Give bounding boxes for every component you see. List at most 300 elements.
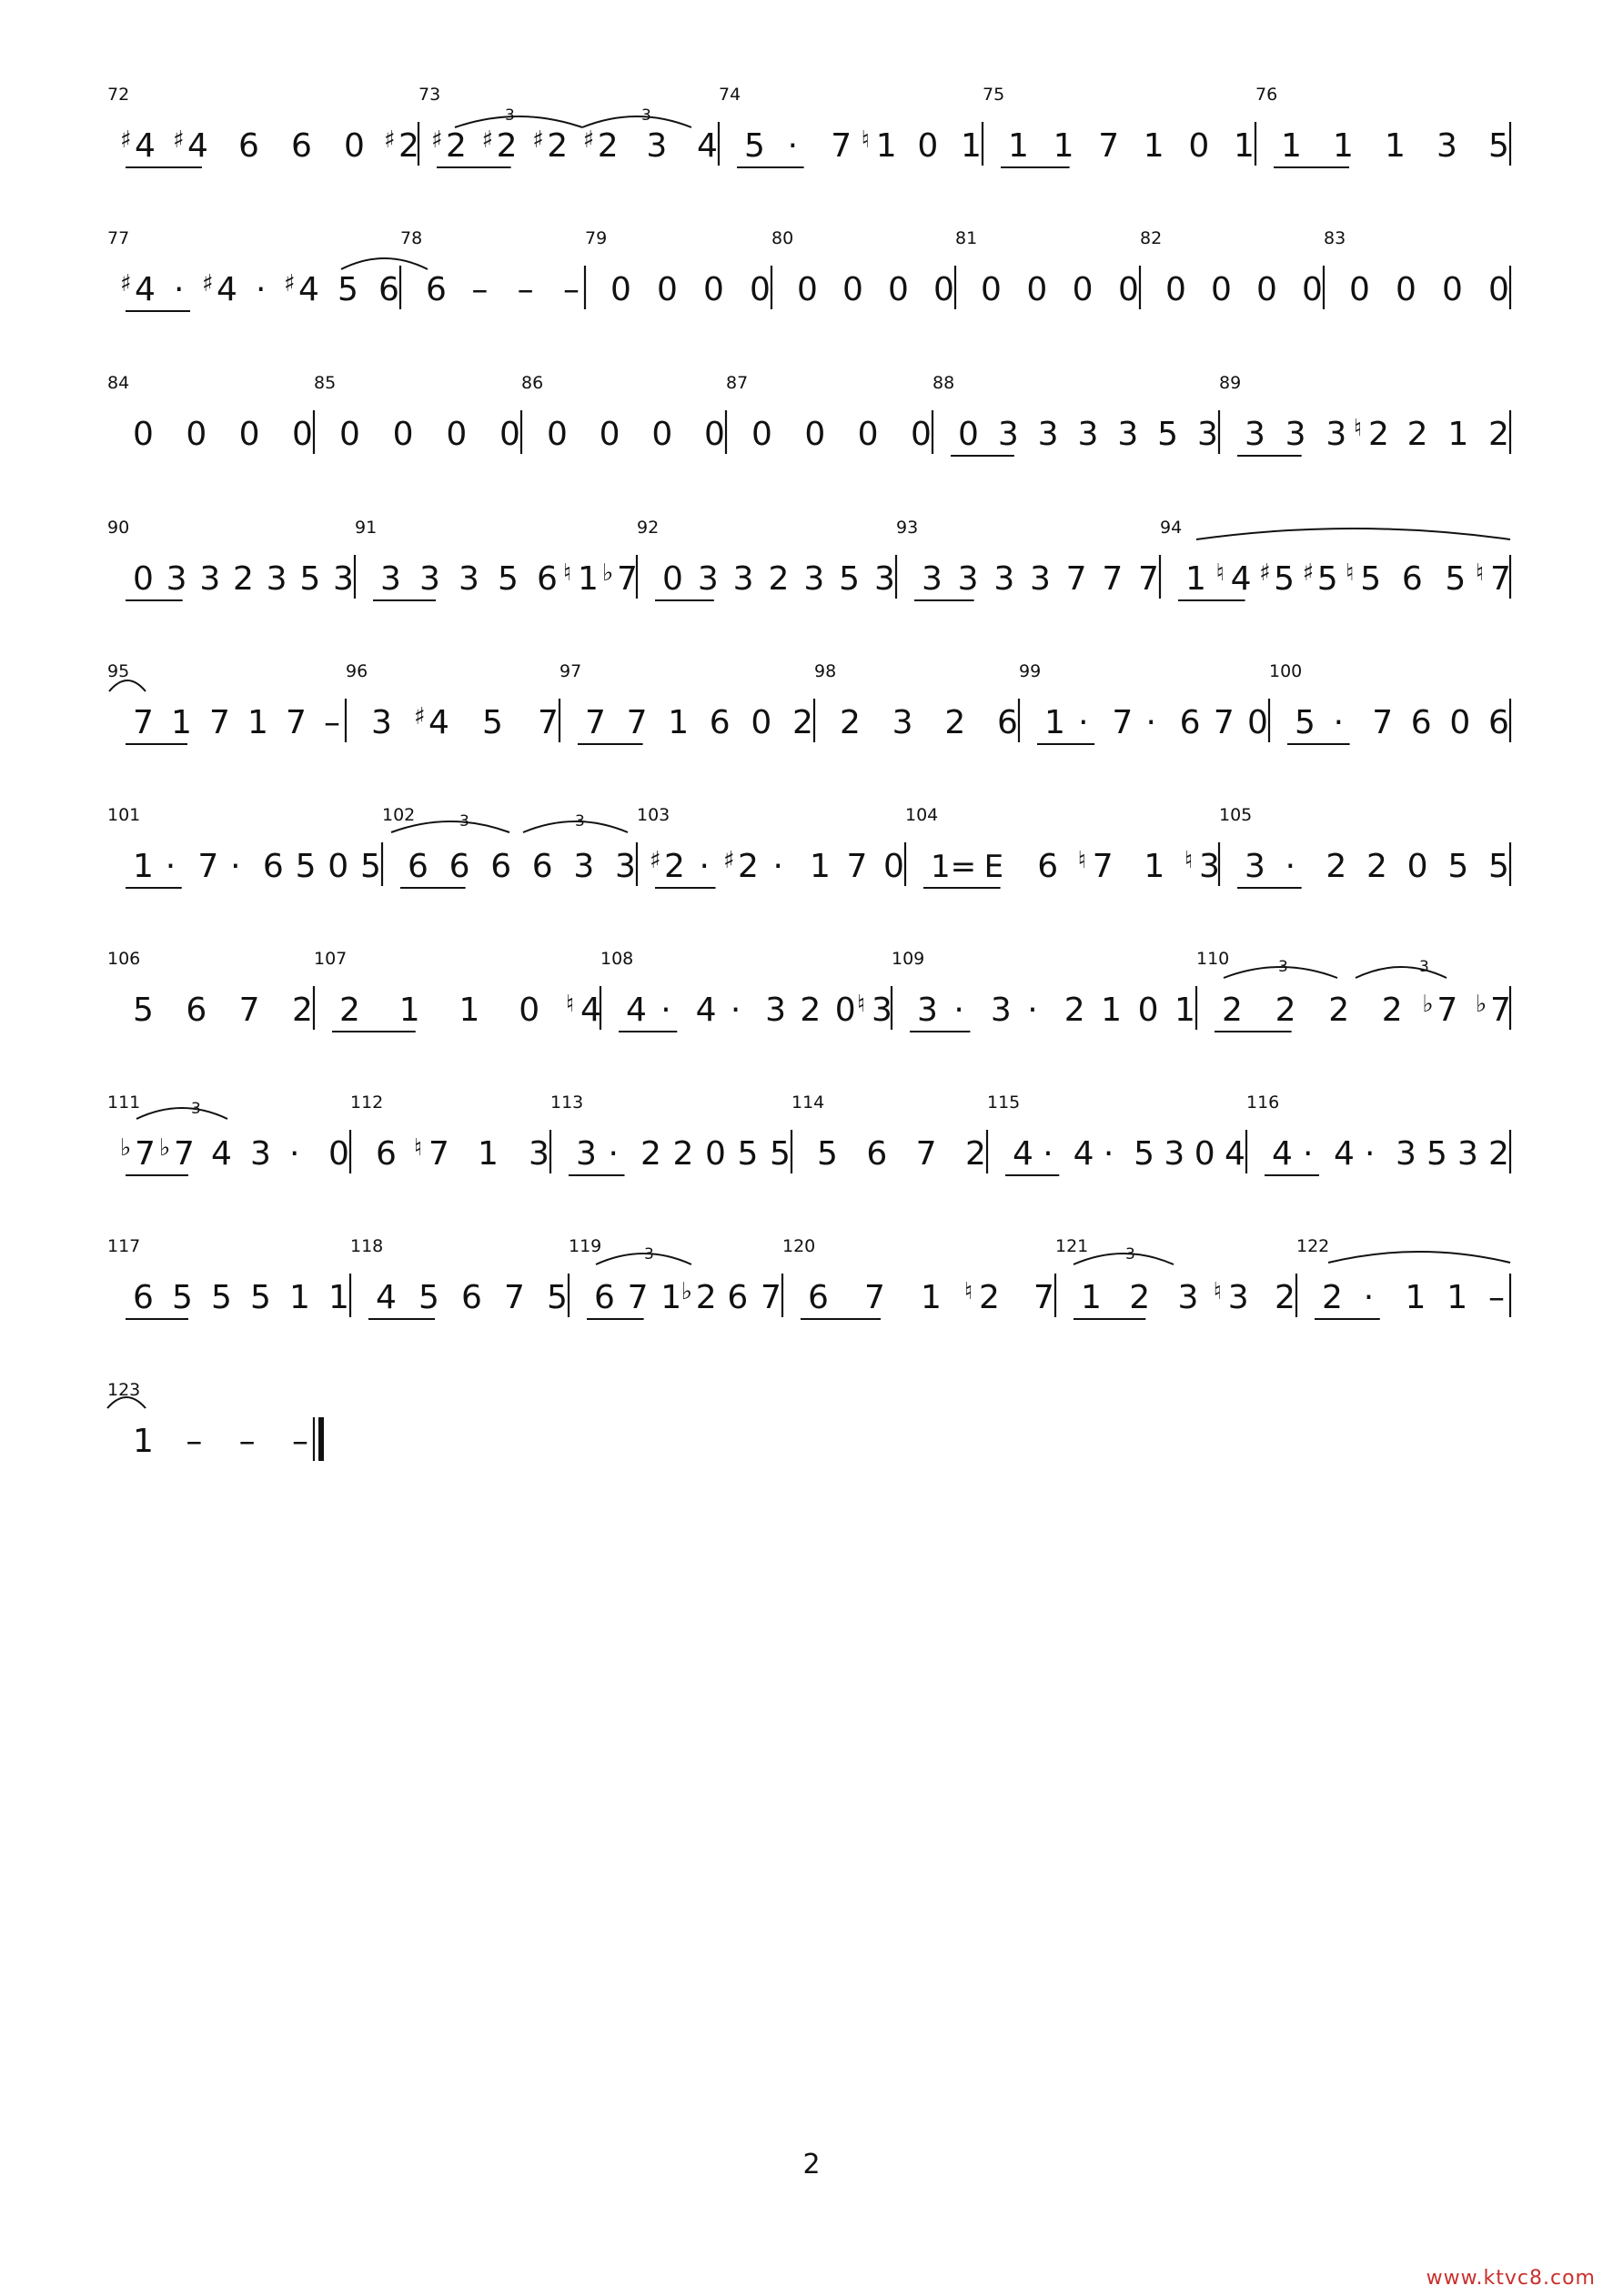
tuplet-number: 3 bbox=[1419, 958, 1429, 976]
measure-number: 81 bbox=[955, 228, 978, 248]
note: 7 bbox=[428, 1135, 449, 1173]
note: 5 bbox=[418, 1279, 439, 1316]
note: 5 bbox=[1274, 560, 1295, 598]
note: 7 bbox=[238, 992, 260, 1029]
accidental: ♮ bbox=[1213, 1278, 1223, 1305]
note: 3 bbox=[419, 560, 440, 598]
dash: – bbox=[563, 271, 580, 308]
accidental: ♯ bbox=[202, 270, 214, 297]
note: 2 bbox=[695, 1279, 717, 1316]
note: 0 bbox=[1449, 704, 1471, 741]
note: 3 bbox=[765, 992, 787, 1029]
note: 4 bbox=[298, 271, 319, 308]
note: 0 bbox=[133, 416, 154, 453]
note: 1 bbox=[289, 1279, 310, 1316]
note: 0 bbox=[657, 271, 678, 308]
note: 4 bbox=[697, 127, 718, 165]
note: 4 bbox=[1334, 1135, 1355, 1173]
accidental: ♯ bbox=[414, 703, 426, 730]
measure-number: 104 bbox=[905, 805, 939, 825]
note: 3 bbox=[1030, 560, 1051, 598]
note: 6 bbox=[186, 992, 207, 1029]
note: 6 bbox=[1410, 704, 1432, 741]
measure-number: 110 bbox=[1196, 949, 1230, 969]
note: 5 bbox=[547, 1279, 568, 1316]
system-8 bbox=[107, 1093, 1510, 1175]
tuplet-number: 3 bbox=[505, 106, 515, 125]
note: 6 bbox=[1037, 848, 1059, 885]
note: 0 bbox=[751, 416, 772, 453]
note: 4 bbox=[135, 271, 156, 308]
note: 3 bbox=[333, 560, 354, 598]
note: 4 bbox=[187, 127, 208, 165]
note: 0 bbox=[1118, 271, 1139, 308]
dot: · bbox=[230, 848, 241, 885]
note: 0 bbox=[1247, 704, 1268, 741]
note: 4 bbox=[626, 992, 647, 1029]
note: 5 bbox=[360, 848, 381, 885]
note: 0 bbox=[705, 1135, 726, 1173]
note: 2 bbox=[1129, 1279, 1151, 1316]
note: 4 bbox=[580, 992, 601, 1029]
note: 1 bbox=[133, 1423, 154, 1460]
note: 0 bbox=[186, 416, 207, 453]
accidental: ♭ bbox=[120, 1134, 132, 1162]
note: 5 bbox=[1445, 560, 1467, 598]
measure-number: 102 bbox=[382, 805, 416, 825]
tuplet-number: 3 bbox=[1278, 958, 1288, 976]
note: 3 bbox=[997, 416, 1019, 453]
note: 0 bbox=[751, 704, 772, 741]
note: 1 bbox=[247, 704, 268, 741]
measure-number: 76 bbox=[1255, 85, 1278, 105]
note: 3 bbox=[166, 560, 187, 598]
note: 6 bbox=[997, 704, 1018, 741]
note: 1 bbox=[1143, 127, 1164, 165]
note: 0 bbox=[344, 127, 365, 165]
note: 5 bbox=[1360, 560, 1382, 598]
dot: · bbox=[1145, 704, 1156, 741]
measure-number: 89 bbox=[1219, 373, 1242, 393]
measure-number: 117 bbox=[107, 1236, 141, 1256]
note: 7 bbox=[831, 127, 852, 165]
note: 2 bbox=[547, 127, 569, 165]
note: 6 bbox=[727, 1279, 749, 1316]
note: 3 bbox=[1285, 416, 1306, 453]
note: 4 bbox=[1230, 560, 1252, 598]
accidental: ♯ bbox=[120, 126, 132, 154]
note: 5 bbox=[1134, 1135, 1155, 1173]
note: 3 bbox=[1177, 1279, 1199, 1316]
measure-number: 74 bbox=[719, 85, 741, 105]
note: 3 bbox=[1227, 1279, 1249, 1316]
note: 5 bbox=[1488, 848, 1509, 885]
measure-number: 99 bbox=[1019, 661, 1042, 681]
slur bbox=[455, 116, 582, 127]
note: 5 bbox=[1316, 560, 1338, 598]
note: 0 bbox=[834, 992, 856, 1029]
accidental: ♯ bbox=[1259, 559, 1271, 587]
note: 3 bbox=[1199, 848, 1220, 885]
note: 0 bbox=[610, 271, 631, 308]
note: 2 bbox=[800, 992, 822, 1029]
note: 5 bbox=[498, 560, 519, 598]
note: 1 bbox=[1281, 127, 1302, 165]
note: 2 bbox=[965, 1135, 986, 1173]
note: 6 bbox=[1179, 704, 1201, 741]
measure-number: 79 bbox=[585, 228, 608, 248]
note: 0 bbox=[339, 416, 360, 453]
note: 2 bbox=[792, 704, 813, 741]
note: 2 bbox=[672, 1135, 694, 1173]
note: 0 bbox=[883, 848, 904, 885]
note: 6 bbox=[537, 560, 558, 598]
measure-number: 118 bbox=[350, 1236, 384, 1256]
accidental: ♮ bbox=[1354, 415, 1363, 442]
note: 2 bbox=[738, 848, 759, 885]
note: 1 bbox=[810, 848, 831, 885]
note: 0 bbox=[704, 416, 725, 453]
note: 0 bbox=[1256, 271, 1277, 308]
dot: · bbox=[699, 848, 710, 885]
measure-number: 92 bbox=[637, 518, 660, 538]
note: 3 bbox=[874, 560, 895, 598]
note: 7 bbox=[286, 704, 307, 741]
note: 2 bbox=[1064, 992, 1085, 1029]
note: 0 bbox=[1488, 271, 1509, 308]
note: 0 bbox=[499, 416, 520, 453]
accidental: ♭ bbox=[602, 559, 614, 587]
note: 2 bbox=[1381, 992, 1403, 1029]
dash: – bbox=[292, 1423, 308, 1460]
note: 0 bbox=[917, 127, 939, 165]
measure-number: 77 bbox=[107, 228, 130, 248]
note: 7 bbox=[538, 704, 559, 741]
accidental: ♮ bbox=[1184, 847, 1194, 874]
measure-number: 114 bbox=[791, 1093, 825, 1113]
note: 0 bbox=[888, 271, 909, 308]
note: 0 bbox=[651, 416, 673, 453]
note: 2 bbox=[1406, 416, 1428, 453]
accidental: ♯ bbox=[723, 847, 735, 874]
measure-number: 122 bbox=[1296, 1236, 1330, 1256]
note: 2 bbox=[292, 992, 313, 1029]
accidental: ♮ bbox=[1215, 559, 1225, 587]
note: 1 bbox=[133, 848, 154, 885]
system-5 bbox=[107, 661, 1510, 744]
tuplet-number: 3 bbox=[575, 812, 585, 831]
note: 5 bbox=[1488, 127, 1509, 165]
slur bbox=[1328, 1252, 1510, 1263]
note: 7 bbox=[197, 848, 219, 885]
note: 0 bbox=[547, 416, 568, 453]
note: 6 bbox=[426, 271, 447, 308]
accidental: ♯ bbox=[481, 126, 494, 154]
note: 4 bbox=[428, 704, 449, 741]
note: 3 bbox=[1245, 848, 1265, 885]
measure-number: 120 bbox=[782, 1236, 816, 1256]
accidental: ♯ bbox=[582, 126, 595, 154]
note: 4 bbox=[211, 1135, 232, 1173]
note: 1 bbox=[660, 1279, 682, 1316]
note: 3 bbox=[957, 560, 979, 598]
slur bbox=[582, 116, 691, 127]
note: 0 bbox=[328, 1135, 349, 1173]
note: 6 bbox=[866, 1135, 888, 1173]
note: 4 bbox=[1272, 1135, 1293, 1173]
note: 2 bbox=[944, 704, 966, 741]
page-number: 2 bbox=[802, 2149, 821, 2180]
dot: · bbox=[289, 1135, 300, 1173]
note: 0 bbox=[1406, 848, 1428, 885]
system-6 bbox=[107, 805, 1510, 888]
note: 0 bbox=[292, 416, 313, 453]
system-10 bbox=[107, 1380, 321, 1461]
note: 1 bbox=[1447, 416, 1469, 453]
note: 1 bbox=[1185, 560, 1206, 598]
note: 2 bbox=[664, 848, 685, 885]
accidental: ♯ bbox=[284, 270, 296, 297]
note: 7 bbox=[1112, 704, 1134, 741]
note: 7 bbox=[1092, 848, 1114, 885]
dot: · bbox=[1027, 992, 1038, 1029]
note: 5 bbox=[1157, 416, 1179, 453]
note: 3 bbox=[993, 560, 1015, 598]
note: 7 bbox=[626, 704, 648, 741]
system-7 bbox=[107, 949, 1511, 1032]
note: 2 bbox=[1328, 992, 1350, 1029]
note: 6 bbox=[531, 848, 553, 885]
measure-number: 123 bbox=[107, 1380, 141, 1400]
note: 7 bbox=[135, 1135, 156, 1173]
system-1 bbox=[107, 85, 1510, 167]
note: 5 bbox=[839, 560, 861, 598]
note: 5 bbox=[250, 1279, 271, 1316]
measure-number: 112 bbox=[350, 1093, 384, 1113]
note: 2 bbox=[1275, 992, 1296, 1029]
measure-number: 93 bbox=[896, 518, 919, 538]
dot: · bbox=[1303, 1135, 1314, 1173]
accidental: ♯ bbox=[120, 270, 132, 297]
accidental: ♮ bbox=[1077, 847, 1087, 874]
note: 6 bbox=[133, 1279, 154, 1316]
tuplet-number: 3 bbox=[191, 1100, 201, 1118]
note: 4 bbox=[1073, 1135, 1094, 1173]
note: 0 bbox=[1211, 271, 1232, 308]
accidental: ♮ bbox=[964, 1278, 973, 1305]
note: 0 bbox=[519, 992, 540, 1029]
note: 7 bbox=[761, 1279, 781, 1316]
note: 1 bbox=[1234, 127, 1255, 165]
note: 0 bbox=[1188, 127, 1210, 165]
measure-number: 113 bbox=[550, 1093, 584, 1113]
note: 0 bbox=[804, 416, 826, 453]
note: 7 bbox=[1098, 127, 1120, 165]
dot: · bbox=[787, 127, 799, 165]
note: 5 bbox=[172, 1279, 193, 1316]
accidental: ♮ bbox=[563, 559, 572, 587]
note: 3 bbox=[576, 1135, 597, 1173]
note: 2 bbox=[1488, 416, 1509, 453]
note: 3 bbox=[1197, 416, 1218, 453]
note: 0 bbox=[1072, 271, 1094, 308]
note: 4 bbox=[376, 1279, 397, 1316]
dot: · bbox=[953, 992, 964, 1029]
note: 3 bbox=[380, 560, 401, 598]
accidental: ♮ bbox=[566, 991, 575, 1018]
measure-number: 88 bbox=[932, 373, 955, 393]
measure-number: 94 bbox=[1160, 518, 1183, 538]
note: 4 bbox=[1225, 1135, 1245, 1173]
note: 2 bbox=[496, 127, 518, 165]
note: 6 bbox=[709, 704, 731, 741]
note: 1 bbox=[1447, 1279, 1468, 1316]
note: 2 bbox=[640, 1135, 661, 1173]
accidental: ♯ bbox=[431, 126, 443, 154]
accidental: ♮ bbox=[857, 991, 866, 1018]
note: 1 bbox=[1144, 848, 1165, 885]
note: 2 bbox=[233, 560, 254, 598]
note: 1 bbox=[578, 560, 599, 598]
accidental: ♯ bbox=[384, 126, 396, 154]
note: 6 bbox=[262, 848, 284, 885]
measure-number: 101 bbox=[107, 805, 141, 825]
dot: · bbox=[772, 848, 783, 885]
system-3 bbox=[107, 373, 1510, 456]
note: 0 bbox=[446, 416, 468, 453]
measure-number: 72 bbox=[107, 85, 130, 105]
note: 6 bbox=[594, 1279, 615, 1316]
note: 7 bbox=[585, 704, 606, 741]
accidental: ♭ bbox=[1476, 991, 1487, 1018]
dot: · bbox=[1285, 848, 1296, 885]
note: 1 bbox=[1008, 127, 1029, 165]
dash: – bbox=[1488, 1279, 1505, 1316]
measure-number: 119 bbox=[569, 1236, 602, 1256]
note: 6 bbox=[291, 127, 312, 165]
note: 1 bbox=[1101, 992, 1123, 1029]
accidental: ♯ bbox=[1302, 559, 1315, 587]
note: 7 bbox=[846, 848, 868, 885]
key-signature: E bbox=[983, 849, 1004, 885]
note: 4 bbox=[695, 992, 717, 1029]
dash: – bbox=[471, 271, 489, 308]
note: 1 bbox=[398, 992, 420, 1029]
measure-number: 108 bbox=[600, 949, 634, 969]
note: 5 bbox=[299, 560, 321, 598]
note: 0 bbox=[911, 416, 932, 453]
note: 0 bbox=[662, 560, 683, 598]
note: 3 bbox=[529, 1135, 549, 1173]
note: 2 bbox=[1488, 1135, 1509, 1173]
note: 3 bbox=[990, 992, 1012, 1029]
note: 1 bbox=[1044, 704, 1065, 741]
system-9 bbox=[107, 1236, 1510, 1319]
measure-number: 80 bbox=[771, 228, 794, 248]
dot: · bbox=[1043, 1135, 1053, 1173]
dash: – bbox=[186, 1423, 203, 1460]
note: 0 bbox=[857, 416, 879, 453]
dash: – bbox=[238, 1423, 256, 1460]
note: 4 bbox=[1013, 1135, 1033, 1173]
dot: · bbox=[608, 1135, 619, 1173]
note: 7 bbox=[1490, 560, 1511, 598]
measure-number: 83 bbox=[1324, 228, 1346, 248]
note: 3 bbox=[371, 704, 392, 741]
note: 3 bbox=[803, 560, 825, 598]
measure-number: 82 bbox=[1140, 228, 1163, 248]
note: 1 bbox=[1053, 127, 1074, 165]
note: 7 bbox=[1213, 704, 1235, 741]
note: 2 bbox=[840, 704, 861, 741]
note: 2 bbox=[446, 127, 467, 165]
note: 0 bbox=[1194, 1135, 1215, 1173]
dot: · bbox=[1365, 1135, 1376, 1173]
note: 6 bbox=[1401, 560, 1423, 598]
accidental: ♮ bbox=[1346, 559, 1355, 587]
note: 3 bbox=[1077, 416, 1099, 453]
note: 5 bbox=[1447, 848, 1469, 885]
note: 7 bbox=[1102, 560, 1124, 598]
measure-number: 109 bbox=[892, 949, 925, 969]
note: 0 bbox=[1026, 271, 1048, 308]
note: 0 bbox=[1442, 271, 1463, 308]
note: 2 bbox=[597, 127, 619, 165]
note: 5 bbox=[770, 1135, 791, 1173]
note: 5 bbox=[133, 992, 154, 1029]
note: 3 bbox=[266, 560, 287, 598]
note: 3 bbox=[892, 704, 913, 741]
note: 2 bbox=[1275, 1279, 1295, 1316]
note: 7 bbox=[1138, 560, 1159, 598]
note: 1 bbox=[1081, 1279, 1102, 1316]
note: 3 bbox=[199, 560, 221, 598]
note: 6 bbox=[808, 1279, 829, 1316]
note: 3 bbox=[1117, 416, 1139, 453]
note: 3 bbox=[1326, 416, 1347, 453]
note: 0 bbox=[750, 271, 771, 308]
note: 3 bbox=[732, 560, 754, 598]
note: 1 bbox=[478, 1135, 499, 1173]
measure-number: 115 bbox=[987, 1093, 1021, 1113]
note: 1 bbox=[171, 704, 192, 741]
note: 5 bbox=[211, 1279, 232, 1316]
note: 1 bbox=[1333, 127, 1354, 165]
dash: – bbox=[324, 704, 340, 741]
note: 2 bbox=[1366, 848, 1387, 885]
note: 7 bbox=[174, 1135, 195, 1173]
note: 0 bbox=[842, 271, 863, 308]
note: 1 bbox=[459, 992, 480, 1029]
note: 5 bbox=[295, 848, 317, 885]
note: 5 bbox=[1295, 704, 1316, 741]
note: 7 bbox=[133, 704, 154, 741]
note: 6 bbox=[449, 848, 470, 885]
note: 3 bbox=[1396, 1135, 1416, 1173]
note: 6 bbox=[378, 271, 399, 308]
dot: · bbox=[1103, 1135, 1114, 1173]
note: 2 bbox=[979, 1279, 1000, 1316]
accidental: ♮ bbox=[861, 126, 871, 154]
measure-number: 87 bbox=[726, 373, 749, 393]
note: 7 bbox=[1065, 560, 1087, 598]
note: 0 bbox=[1349, 271, 1370, 308]
note: 3 bbox=[1437, 127, 1457, 165]
accidental: ♮ bbox=[414, 1134, 423, 1162]
note: 7 bbox=[1033, 1279, 1054, 1316]
measure-number: 97 bbox=[559, 661, 582, 681]
slur bbox=[1074, 1254, 1174, 1264]
